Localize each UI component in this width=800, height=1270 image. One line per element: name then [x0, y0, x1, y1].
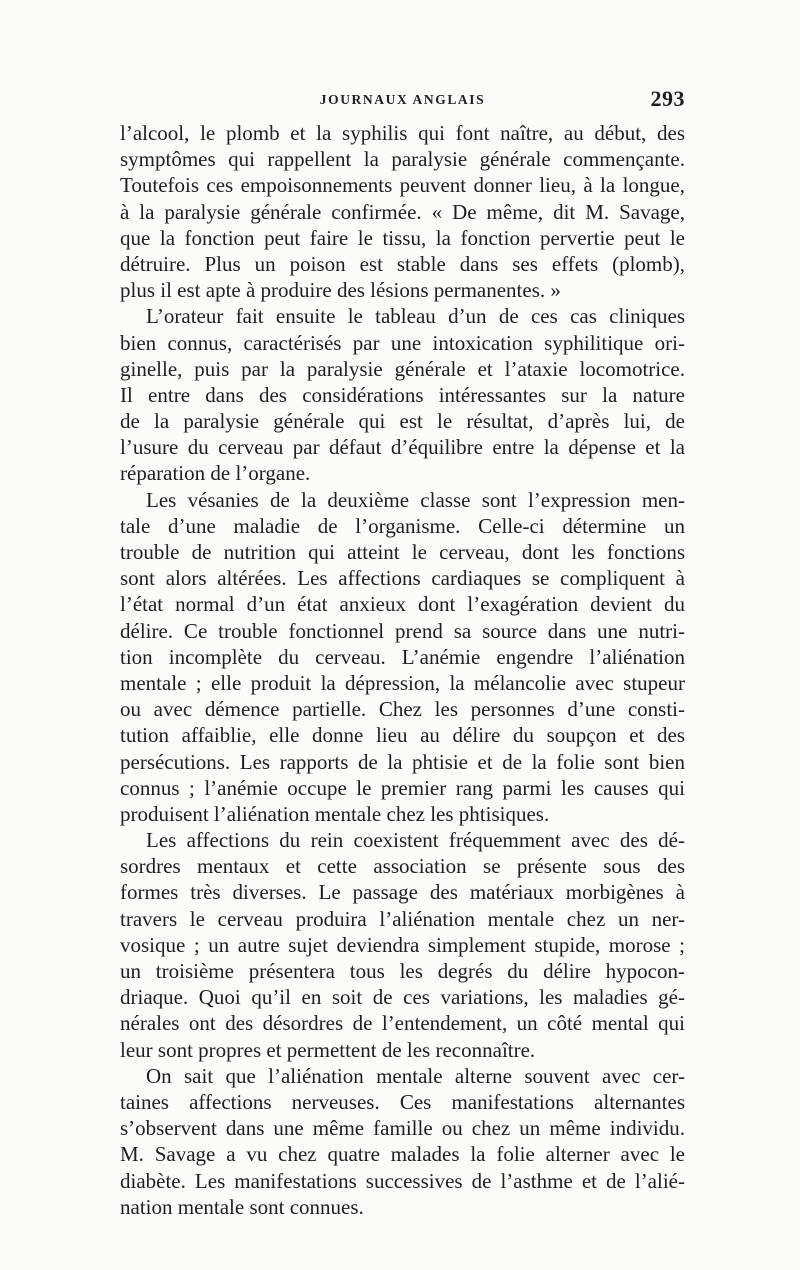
text-line: l’état normal d’un état anxieux dont l’exagération devient du	[120, 592, 685, 617]
text-line: délire. Ce trouble fonctionnel prend sa source dans une nutri-	[120, 618, 685, 643]
text-line: s’observent dans une même famille ou chez un même individu.	[120, 1116, 685, 1141]
text-line: nérales ont des désordres de l’entendement, un côté mental qui	[120, 1011, 685, 1036]
text-line: Il entre dans des considérations intéressantes sur la nature	[120, 382, 685, 407]
text-line: vosique ; un autre sujet deviendra simplement stupide, morose ;	[120, 932, 685, 957]
text-line: trouble de nutrition qui atteint le cerveau, dont les fonctions	[120, 540, 685, 564]
text-line: ou avec démence partielle. Chez les personnes d’une consti-	[120, 697, 685, 722]
page-number: 293	[650, 86, 685, 111]
text-line: réparation de l’organe.	[120, 461, 311, 486]
text-line: sont alors altérées. Les affections cardiaques se compliquent à	[120, 566, 685, 591]
body-text	[120, 120, 685, 1220]
text-line: sordres mentaux et cette association se présente sous des	[120, 854, 685, 879]
book-page	[120, 86, 685, 1220]
text-line: détruire. Plus un poison est stable dans ses effets (plomb),	[120, 251, 685, 276]
text-line: Toutefois ces empoisonnements peuvent donner lieu, à la longue,	[120, 173, 685, 198]
running-header	[120, 86, 685, 120]
text-line: plus il est apte à produire des lésions permanentes. »	[120, 278, 561, 303]
text-line: travers le cerveau produira l’aliénation mentale chez un ner-	[120, 906, 685, 931]
text-line: formes très diverses. Le passage des matériaux morbigènes à	[120, 880, 685, 905]
text-line: ginelle, puis par la paralysie générale et l’ataxie locomotrice.	[120, 356, 685, 381]
text-line: Les vésanies de la deuxième classe sont l’expression men-	[146, 487, 685, 512]
text-line: tution affaiblie, elle donne lieu au délire du soupçon et des	[120, 723, 685, 748]
text-line: symptômes qui rappellent la paralysie générale commençante.	[120, 147, 685, 172]
text-line: mentale ; elle produit la dépression, la mélancolie avec stupeur	[120, 670, 685, 695]
text-line: L’orateur fait ensuite le tableau d’un de ces cas cliniques	[146, 304, 685, 329]
text-line: persécutions. Les rapports de la phtisie et de la folie sont bien	[120, 749, 685, 774]
text-line: l’alcool, le plomb et la syphilis qui font naître, au début, des	[120, 121, 685, 145]
text-line: driaque. Quoi qu’il en soit de ces variations, les maladies gé-	[120, 985, 685, 1010]
text-line: nation mentale sont connues.	[120, 1194, 364, 1219]
text-line: taines affections nerveuses. Ces manifestations alternantes	[120, 1089, 685, 1114]
text-line: Les affections du rein coexistent fréquemment avec des dé-	[146, 828, 685, 853]
text-line: diabète. Les manifestations successives de l’asthme et de l’alié-	[120, 1168, 685, 1193]
text-line: de la paralysie générale qui est le résultat, d’après lui, de	[120, 409, 685, 434]
text-line: On sait que l’aliénation mentale alterne souvent avec cer-	[146, 1063, 685, 1088]
text-line: tion incomplète du cerveau. L’anémie engendre l’aliénation	[120, 644, 685, 669]
running-title: JOURNAUX ANGLAIS	[319, 92, 486, 107]
text-line: M. Savage a vu chez quatre malades la folie alterner avec le	[120, 1142, 685, 1167]
text-line: tale d’une maladie de l’organisme. Celle-ci détermine un	[120, 513, 685, 538]
text-line: bien connus, caractérisés par une intoxication syphilitique ori-	[120, 330, 685, 355]
text-line: connus ; l’anémie occupe le premier rang parmi les causes qui	[120, 775, 685, 800]
text-line: que la fonction peut faire le tissu, la fonction pervertie peut le	[120, 225, 685, 250]
text-line: l’usure du cerveau par défaut d’équilibre entre la dépense et la	[120, 435, 685, 460]
text-line: à la paralysie générale confirmée. « De même, dit M. Savage,	[120, 199, 685, 224]
text-line: leur sont propres et permettent de les reconnaître.	[120, 1037, 536, 1062]
text-line: un troisième présentera tous les degrés du délire hypocon-	[120, 959, 685, 983]
text-line: produisent l’aliénation mentale chez les phtisiques.	[120, 801, 550, 826]
